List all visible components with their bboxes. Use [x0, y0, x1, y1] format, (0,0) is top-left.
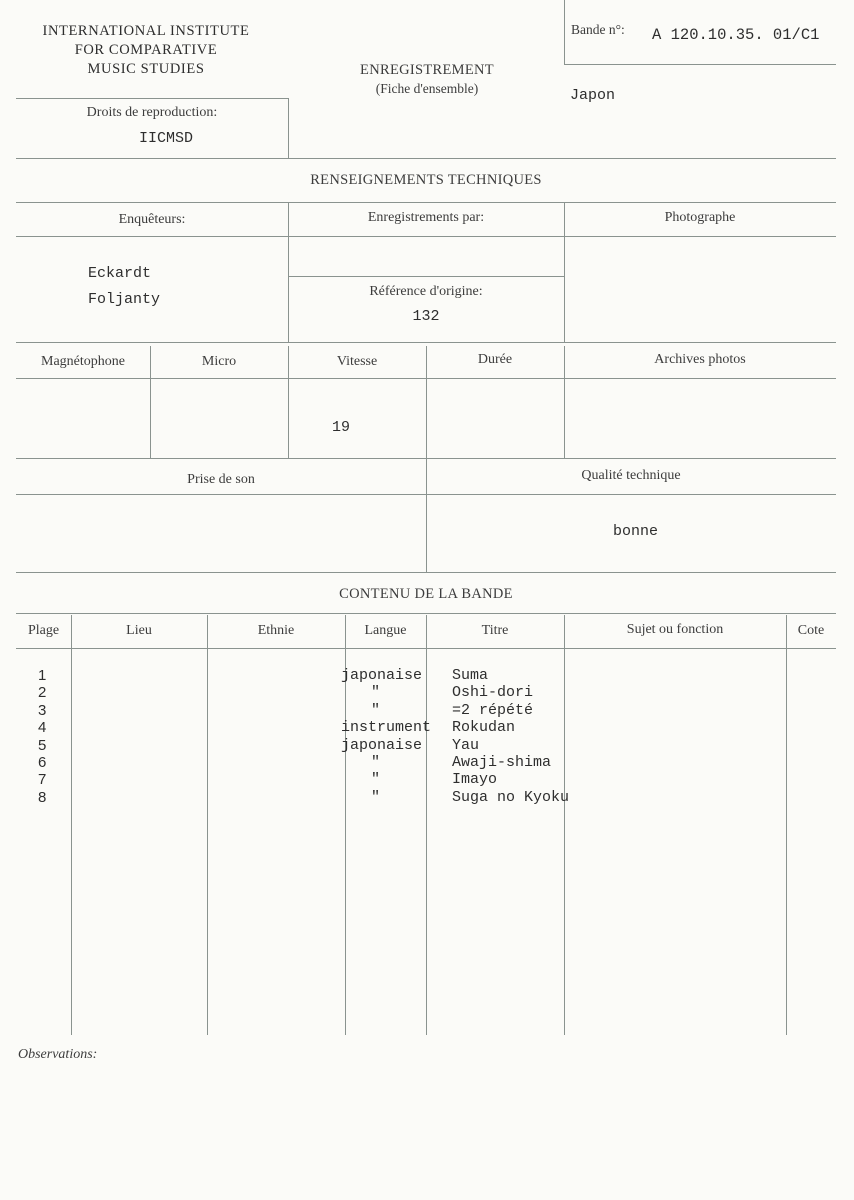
institute-name: INTERNATIONAL INSTITUTE FOR COMPARATIVE MUSIC STUDIES	[42, 23, 250, 77]
enqueteur-name: Foljanty	[88, 291, 161, 308]
list-item: japonaise	[341, 667, 423, 684]
list-item: =2 répété	[452, 701, 534, 719]
list-item: 3	[38, 701, 47, 719]
enregistrements-label: Enregistrements par:	[367, 210, 485, 225]
technical-top-rule	[16, 158, 836, 159]
list-item: Yau	[452, 736, 480, 754]
contents-top-rule	[16, 572, 836, 573]
equipment-header-rule	[16, 378, 836, 379]
grid-v-71	[71, 615, 72, 1035]
micro-label: Micro	[201, 354, 237, 369]
list-item: instrument	[341, 719, 432, 737]
enqueteur-name: Eckardt	[88, 265, 152, 282]
list-item: "	[371, 753, 381, 771]
langue-column	[341, 667, 433, 806]
contents-section-title: CONTENU DE LA BANDE	[339, 586, 513, 602]
qualite-value: bonne	[613, 523, 659, 540]
reference-value: 132	[412, 308, 440, 325]
col-cote: Cote	[797, 623, 825, 638]
list-item: "	[371, 701, 381, 719]
titre-column	[452, 667, 569, 806]
bande-number: A 120.10.35. 01/C1	[652, 26, 820, 44]
list-item: 6	[38, 753, 47, 771]
col-plage: Plage	[27, 623, 60, 638]
enqueteurs-label: Enquêteurs:	[118, 212, 186, 227]
list-item: japonaise	[341, 736, 423, 754]
col-ethnie: Ethnie	[257, 623, 295, 638]
technical-header-rule	[16, 236, 836, 237]
grid-v-207	[207, 615, 208, 1035]
list-item: 2	[38, 684, 47, 702]
col-sujet: Sujet ou fonction	[626, 622, 724, 637]
list-item: 4	[38, 719, 47, 737]
vitesse-label: Vitesse	[336, 354, 378, 369]
list-item: Imayo	[452, 771, 498, 789]
prise-label: Prise de son	[187, 472, 255, 487]
list-item: Awaji-shima	[452, 753, 552, 771]
country-value: Japon	[570, 87, 616, 104]
list-item: Suga no Kyoku	[452, 788, 570, 806]
observations-label: Observations:	[18, 1047, 98, 1062]
bande-label: Bande n°:	[571, 22, 625, 37]
grid-v-426	[426, 346, 427, 572]
contents-title-rule	[16, 613, 836, 614]
list-item: "	[371, 684, 381, 702]
col-lieu: Lieu	[126, 623, 152, 638]
list-item: Oshi-dori	[452, 684, 534, 702]
reference-label: Référence d'origine:	[369, 284, 483, 299]
col-langue: Langue	[364, 623, 407, 638]
list-item: 8	[38, 788, 47, 806]
droits-right-border	[288, 98, 289, 158]
prise-top-rule	[16, 458, 836, 459]
list-item: Rokudan	[452, 719, 516, 737]
technical-title-rule	[16, 202, 836, 203]
droits-top-border	[16, 98, 288, 99]
duree-label: Durée	[477, 352, 513, 367]
list-item: 5	[38, 736, 47, 754]
col-titre: Titre	[481, 623, 509, 638]
list-item: "	[371, 788, 381, 806]
archives-label: Archives photos	[654, 352, 746, 367]
list-item: "	[371, 771, 381, 789]
magnetophone-label: Magnétophone	[41, 354, 125, 369]
photographe-label: Photographe	[664, 210, 736, 225]
contents-header-rule	[16, 648, 836, 649]
vitesse-value: 19	[332, 419, 351, 436]
enregistrement-title: ENREGISTREMENT	[360, 62, 494, 78]
qualite-label: Qualité technique	[581, 468, 681, 483]
equipment-top-rule	[16, 342, 836, 343]
enregistrement-subtitle: (Fiche d'ensemble)	[375, 81, 479, 96]
list-item: 7	[38, 771, 47, 789]
technical-section-title: RENSEIGNEMENTS TECHNIQUES	[310, 172, 542, 188]
reference-top-rule	[288, 276, 564, 277]
bande-box-left-border	[564, 0, 565, 64]
droits-label: Droits de reproduction:	[86, 105, 218, 120]
grid-v-786	[786, 615, 787, 1035]
bande-box-bottom-border	[564, 64, 836, 65]
list-item: Suma	[452, 667, 489, 684]
list-item: 1	[38, 667, 47, 684]
prise-header-rule	[16, 494, 836, 495]
plage-column	[38, 667, 46, 806]
droits-value: IICMSD	[138, 130, 193, 147]
